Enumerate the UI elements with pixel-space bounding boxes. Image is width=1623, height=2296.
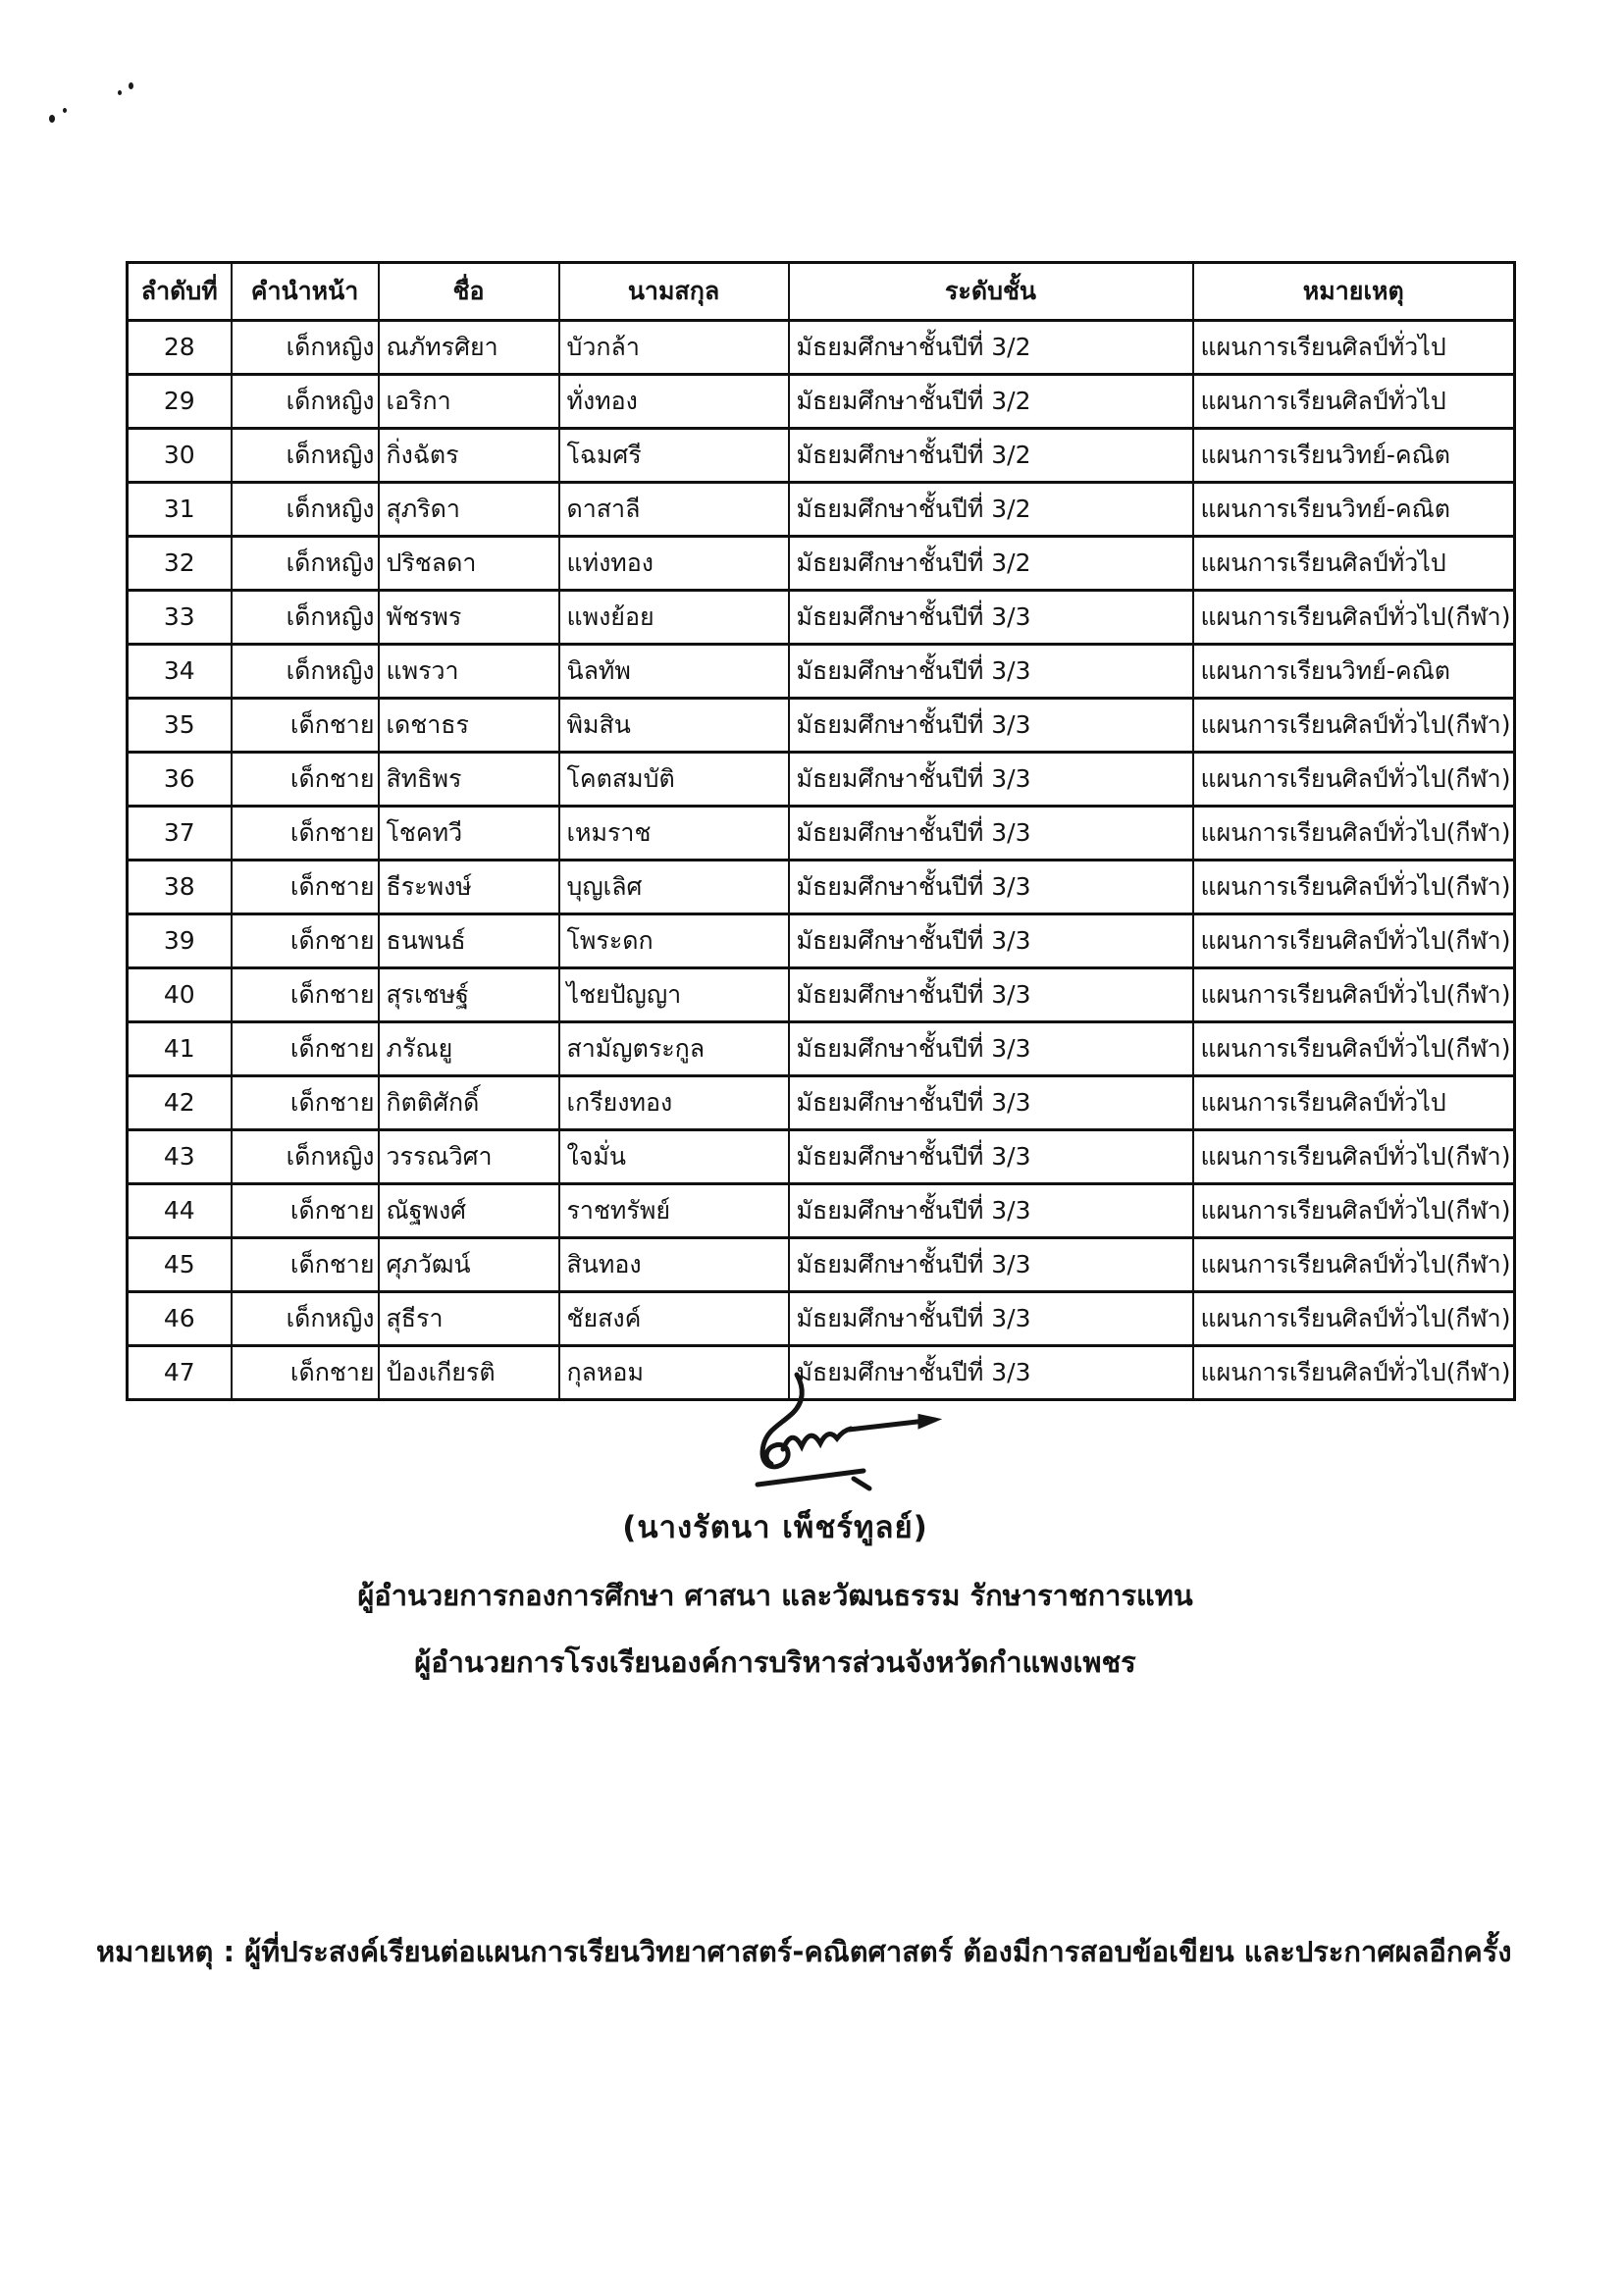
cell-first-name: สิทธิพร: [379, 753, 559, 807]
cell-last-name: แท่งทอง: [559, 537, 789, 591]
cell-first-name: เดชาธร: [379, 699, 559, 753]
cell-prefix: เด็กหญิง: [232, 1130, 379, 1184]
cell-grade-level: มัธยมศึกษาชั้นปีที่ 3/2: [789, 483, 1193, 537]
cell-last-name: ไชยปัญญา: [559, 968, 789, 1022]
table-row: [128, 699, 1515, 753]
table-row: [128, 1130, 1515, 1184]
cell-number: 39: [128, 914, 232, 968]
cell-first-name: ภรัณยู: [379, 1022, 559, 1076]
cell-remark: แผนการเรียนศิลป์ทั่วไป(กีฬา): [1193, 1022, 1515, 1076]
cell-grade-level: มัธยมศึกษาชั้นปีที่ 3/3: [789, 591, 1193, 645]
table-row: [128, 807, 1515, 861]
cell-remark: แผนการเรียนศิลป์ทั่วไป(กีฬา): [1193, 861, 1515, 914]
cell-number: 41: [128, 1022, 232, 1076]
cell-number: 29: [128, 375, 232, 429]
cell-remark: แผนการเรียนวิทย์-คณิต: [1193, 483, 1515, 537]
cell-prefix: เด็กหญิง: [232, 321, 379, 375]
table-header-row: [128, 263, 1515, 321]
cell-last-name: แพงย้อย: [559, 591, 789, 645]
cell-grade-level: มัธยมศึกษาชั้นปีที่ 3/3: [789, 1346, 1193, 1400]
cell-prefix: เด็กหญิง: [232, 645, 379, 699]
cell-remark: แผนการเรียนศิลป์ทั่วไป(กีฬา): [1193, 968, 1515, 1022]
cell-first-name: ธนพนธ์: [379, 914, 559, 968]
cell-number: 38: [128, 861, 232, 914]
cell-number: 28: [128, 321, 232, 375]
cell-grade-level: มัธยมศึกษาชั้นปีที่ 3/2: [789, 429, 1193, 483]
cell-last-name: สินทอง: [559, 1238, 789, 1292]
cell-first-name: วรรณวิศา: [379, 1130, 559, 1184]
footnote-remark: หมายเหตุ : ผู้ที่ประสงค์เรียนต่อแผนการเรียนวิทยาศาสตร์-คณิตศาสตร์ ต้องมีการสอบข้อเขียน และประกาศผลอีกครั้ง: [96, 1935, 1512, 1968]
cell-last-name: พิมสิน: [559, 699, 789, 753]
cell-number: 43: [128, 1130, 232, 1184]
cell-grade-level: มัธยมศึกษาชั้นปีที่ 3/3: [789, 753, 1193, 807]
cell-remark: แผนการเรียนศิลป์ทั่วไป(กีฬา): [1193, 1292, 1515, 1346]
cell-prefix: เด็กชาย: [232, 1076, 379, 1130]
cell-last-name: สามัญตระกูล: [559, 1022, 789, 1076]
cell-last-name: ดาสาลี: [559, 483, 789, 537]
table-row: [128, 968, 1515, 1022]
table-row: [128, 1238, 1515, 1292]
table-row: [128, 375, 1515, 429]
signer-name: (นางรัตนา เพ็ชร์ทูลย์): [622, 1510, 928, 1545]
cell-grade-level: มัธยมศึกษาชั้นปีที่ 3/3: [789, 645, 1193, 699]
column-header-3: นามสกุล: [559, 263, 789, 321]
signer-title-line2: ผู้อำนวยการโรงเรียนองค์การบริหารส่วนจังหวัดกำแพงเพชร: [414, 1645, 1136, 1679]
cell-prefix: เด็กชาย: [232, 699, 379, 753]
column-header-2: ชื่อ: [379, 263, 559, 321]
cell-prefix: เด็กหญิง: [232, 537, 379, 591]
scan-speckle: [118, 90, 122, 95]
cell-remark: แผนการเรียนศิลป์ทั่วไป: [1193, 375, 1515, 429]
table-row: [128, 1292, 1515, 1346]
column-header-0: ลำดับที่: [128, 263, 232, 321]
cell-remark: แผนการเรียนศิลป์ทั่วไป(กีฬา): [1193, 1130, 1515, 1184]
cell-first-name: เอริกา: [379, 375, 559, 429]
cell-prefix: เด็กหญิง: [232, 1292, 379, 1346]
cell-last-name: กุลหอม: [559, 1346, 789, 1400]
cell-grade-level: มัธยมศึกษาชั้นปีที่ 3/3: [789, 1076, 1193, 1130]
cell-first-name: ณภัทรศิยา: [379, 321, 559, 375]
cell-last-name: ราชทรัพย์: [559, 1184, 789, 1238]
cell-last-name: โพระดก: [559, 914, 789, 968]
cell-number: 44: [128, 1184, 232, 1238]
table-row: [128, 1184, 1515, 1238]
cell-number: 30: [128, 429, 232, 483]
cell-grade-level: มัธยมศึกษาชั้นปีที่ 3/3: [789, 1292, 1193, 1346]
column-header-5: หมายเหตุ: [1193, 263, 1515, 321]
cell-last-name: เหมราช: [559, 807, 789, 861]
cell-number: 35: [128, 699, 232, 753]
table-row: [128, 429, 1515, 483]
cell-number: 42: [128, 1076, 232, 1130]
cell-prefix: เด็กชาย: [232, 1022, 379, 1076]
cell-grade-level: มัธยมศึกษาชั้นปีที่ 3/3: [789, 914, 1193, 968]
cell-number: 36: [128, 753, 232, 807]
cell-grade-level: มัธยมศึกษาชั้นปีที่ 3/3: [789, 968, 1193, 1022]
cell-prefix: เด็กชาย: [232, 1184, 379, 1238]
cell-last-name: เกรียงทอง: [559, 1076, 789, 1130]
cell-number: 46: [128, 1292, 232, 1346]
cell-remark: แผนการเรียนวิทย์-คณิต: [1193, 429, 1515, 483]
table-row: [128, 753, 1515, 807]
cell-remark: แผนการเรียนศิลป์ทั่วไป(กีฬา): [1193, 1184, 1515, 1238]
cell-first-name: ศุภวัฒน์: [379, 1238, 559, 1292]
cell-prefix: เด็กชาย: [232, 861, 379, 914]
cell-prefix: เด็กหญิง: [232, 591, 379, 645]
table-row: [128, 861, 1515, 914]
column-header-4: ระดับชั้น: [789, 263, 1193, 321]
signer-title-line1: ผู้อำนวยการกองการศึกษา ศาสนา และวัฒนธรรม รักษาราชการแทน: [357, 1579, 1193, 1612]
cell-first-name: แพรวา: [379, 645, 559, 699]
cell-prefix: เด็กหญิง: [232, 483, 379, 537]
cell-first-name: ธีระพงษ์: [379, 861, 559, 914]
cell-first-name: สุธีรา: [379, 1292, 559, 1346]
cell-prefix: เด็กหญิง: [232, 375, 379, 429]
cell-grade-level: มัธยมศึกษาชั้นปีที่ 3/2: [789, 375, 1193, 429]
cell-first-name: ป้องเกียรติ: [379, 1346, 559, 1400]
cell-number: 32: [128, 537, 232, 591]
cell-first-name: ณัฐพงศ์: [379, 1184, 559, 1238]
cell-first-name: พัชรพร: [379, 591, 559, 645]
student-roster-table: [126, 261, 1516, 1401]
cell-remark: แผนการเรียนศิลป์ทั่วไป(กีฬา): [1193, 1346, 1515, 1400]
scan-speckle: [129, 82, 133, 89]
cell-number: 40: [128, 968, 232, 1022]
cell-remark: แผนการเรียนศิลป์ทั่วไป(กีฬา): [1193, 753, 1515, 807]
cell-number: 31: [128, 483, 232, 537]
cell-last-name: ทั่งทอง: [559, 375, 789, 429]
cell-number: 33: [128, 591, 232, 645]
student-table-body: [128, 321, 1515, 1400]
cell-last-name: ชัยสงค์: [559, 1292, 789, 1346]
table-row: [128, 483, 1515, 537]
table-header: [128, 263, 1515, 321]
cell-number: 45: [128, 1238, 232, 1292]
cell-grade-level: มัธยมศึกษาชั้นปีที่ 3/2: [789, 321, 1193, 375]
cell-last-name: นิลทัพ: [559, 645, 789, 699]
cell-first-name: สุภริดา: [379, 483, 559, 537]
column-header-1: คำนำหน้า: [232, 263, 379, 321]
cell-grade-level: มัธยมศึกษาชั้นปีที่ 3/3: [789, 1130, 1193, 1184]
cell-remark: แผนการเรียนศิลป์ทั่วไป(กีฬา): [1193, 1238, 1515, 1292]
cell-remark: แผนการเรียนศิลป์ทั่วไป: [1193, 1076, 1515, 1130]
cell-grade-level: มัธยมศึกษาชั้นปีที่ 3/3: [789, 1022, 1193, 1076]
cell-remark: แผนการเรียนศิลป์ทั่วไป(กีฬา): [1193, 807, 1515, 861]
cell-prefix: เด็กชาย: [232, 1346, 379, 1400]
cell-prefix: เด็กชาย: [232, 968, 379, 1022]
table-row: [128, 321, 1515, 375]
cell-prefix: เด็กหญิง: [232, 429, 379, 483]
handwritten-signature: [707, 1369, 981, 1496]
cell-remark: แผนการเรียนศิลป์ทั่วไป: [1193, 321, 1515, 375]
cell-grade-level: มัธยมศึกษาชั้นปีที่ 3/3: [789, 699, 1193, 753]
cell-remark: แผนการเรียนวิทย์-คณิต: [1193, 645, 1515, 699]
cell-last-name: โคตสมบัติ: [559, 753, 789, 807]
cell-prefix: เด็กชาย: [232, 1238, 379, 1292]
cell-last-name: โฉมศรี: [559, 429, 789, 483]
cell-remark: แผนการเรียนศิลป์ทั่วไป: [1193, 537, 1515, 591]
cell-last-name: บัวกล้า: [559, 321, 789, 375]
cell-first-name: กิ่งฉัตร: [379, 429, 559, 483]
cell-number: 34: [128, 645, 232, 699]
table-row: [128, 537, 1515, 591]
table-row: [128, 1022, 1515, 1076]
cell-last-name: บุญเลิศ: [559, 861, 789, 914]
cell-first-name: ปริชลดา: [379, 537, 559, 591]
cell-first-name: โชคทวี: [379, 807, 559, 861]
cell-last-name: ใจมั่น: [559, 1130, 789, 1184]
table-row: [128, 591, 1515, 645]
cell-remark: แผนการเรียนศิลป์ทั่วไป(กีฬา): [1193, 591, 1515, 645]
scan-speckle: [49, 115, 55, 123]
cell-first-name: กิตติศักดิ์: [379, 1076, 559, 1130]
signature-block: [245, 1369, 1305, 1685]
cell-remark: แผนการเรียนศิลป์ทั่วไป(กีฬา): [1193, 914, 1515, 968]
table-row: [128, 1076, 1515, 1130]
cell-grade-level: มัธยมศึกษาชั้นปีที่ 3/3: [789, 1238, 1193, 1292]
cell-prefix: เด็กชาย: [232, 807, 379, 861]
cell-first-name: สุรเชษฐ์: [379, 968, 559, 1022]
cell-prefix: เด็กชาย: [232, 753, 379, 807]
table-row: [128, 645, 1515, 699]
cell-grade-level: มัธยมศึกษาชั้นปีที่ 3/2: [789, 537, 1193, 591]
cell-number: 47: [128, 1346, 232, 1400]
scan-speckle: [63, 108, 67, 113]
table-row: [128, 914, 1515, 968]
cell-grade-level: มัธยมศึกษาชั้นปีที่ 3/3: [789, 1184, 1193, 1238]
cell-remark: แผนการเรียนศิลป์ทั่วไป(กีฬา): [1193, 699, 1515, 753]
cell-number: 37: [128, 807, 232, 861]
cell-grade-level: มัธยมศึกษาชั้นปีที่ 3/3: [789, 861, 1193, 914]
cell-grade-level: มัธยมศึกษาชั้นปีที่ 3/3: [789, 807, 1193, 861]
cell-prefix: เด็กชาย: [232, 914, 379, 968]
